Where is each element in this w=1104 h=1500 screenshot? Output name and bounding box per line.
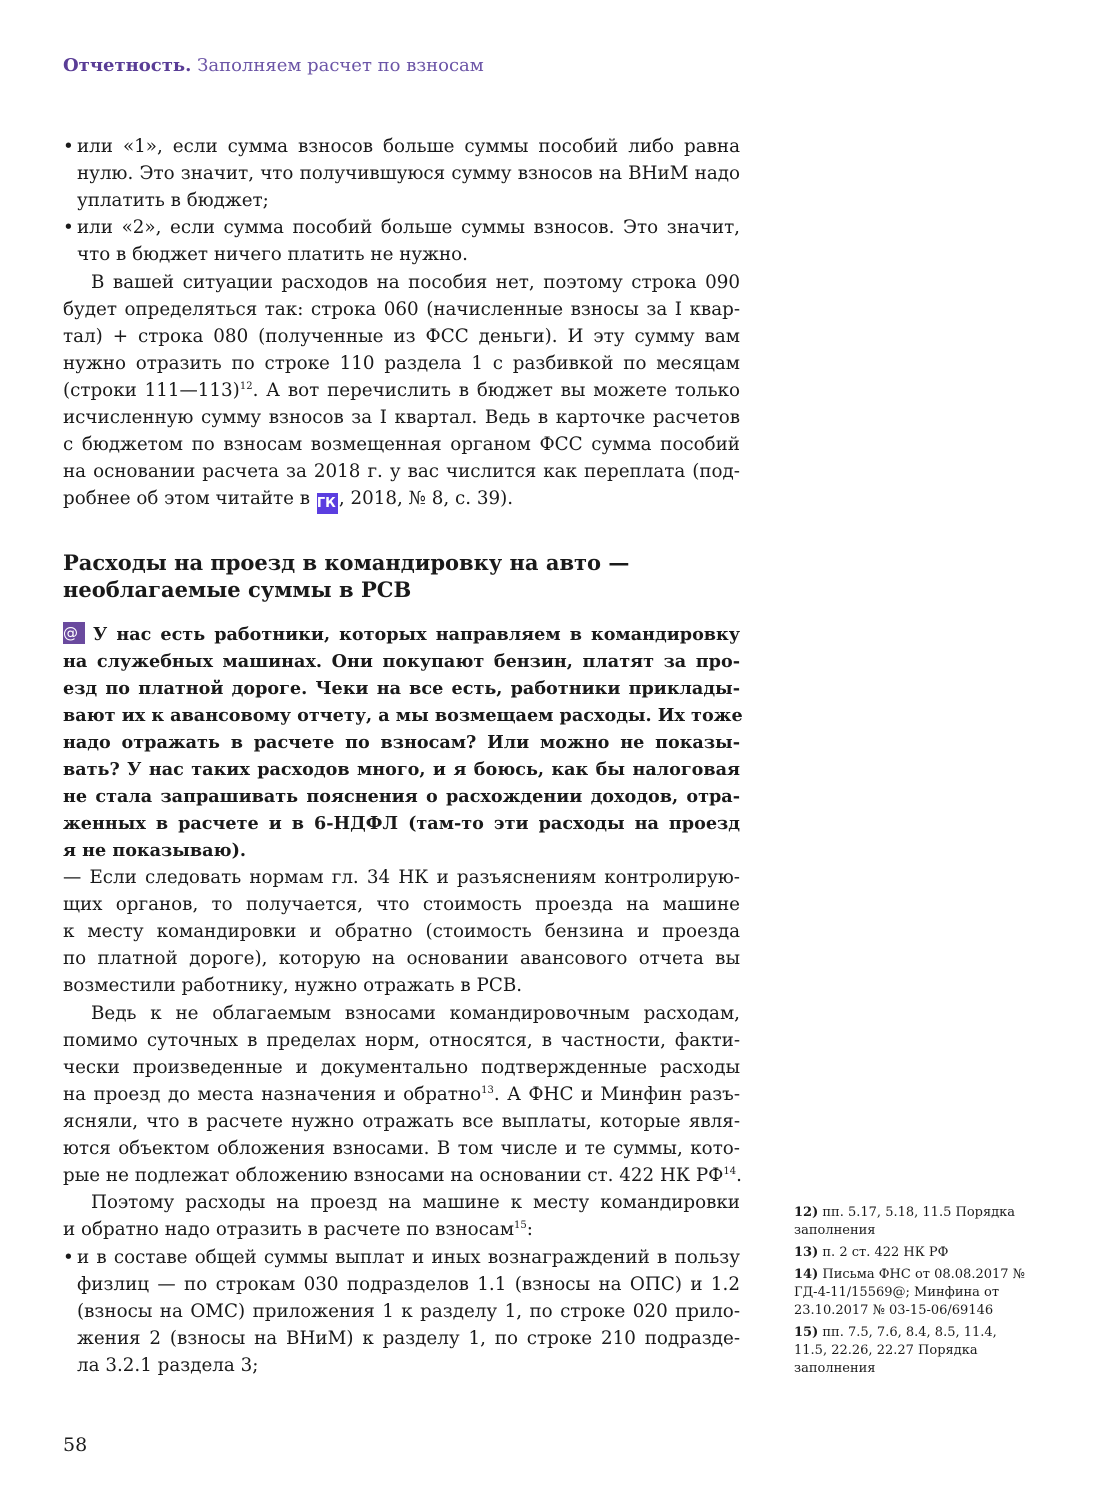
text-line	[63, 296, 740, 323]
line-text: чески произведенные и документально подтвержденные расходы	[63, 1057, 740, 1078]
text-line	[63, 241, 740, 268]
line-text: . А вот перечислить в бюджет вы можете только	[252, 380, 740, 401]
text-line	[63, 1352, 740, 1379]
bullet-icon: •	[63, 217, 74, 238]
bullet-1	[63, 133, 740, 214]
footnote-number: 12)	[794, 1205, 819, 1220]
text-line	[63, 187, 740, 214]
paragraph-1	[63, 269, 740, 512]
footnote-ref: 12	[239, 381, 253, 392]
text-line	[63, 756, 740, 783]
text-line	[63, 485, 740, 512]
text-line	[63, 864, 740, 891]
line-text: езд по платной дороге. Чеки на все есть, работники приклады-	[63, 678, 740, 699]
line-text: на проезд до места назначения и обратно	[63, 1084, 482, 1105]
bullet-icon: •	[63, 136, 74, 157]
line-text: — Если следовать нормам гл. 34 НК и разъяснениям контролирую-	[63, 867, 740, 888]
line-text: вают их к авансовому отчету, а мы возмещаем расходы. Их тоже	[63, 705, 743, 726]
text-line	[63, 1162, 740, 1189]
line-text: :	[526, 1219, 533, 1240]
page-number: 58	[63, 1434, 88, 1456]
footnote-number: 15)	[794, 1325, 819, 1340]
text-line	[63, 160, 740, 187]
line-text: помимо суточных в пределах норм, относятся, в частности, факти-	[63, 1030, 740, 1051]
line-text: ясняли, что в расчете нужно отражать все выплаты, которые явля-	[63, 1111, 740, 1132]
text-line	[63, 1298, 740, 1325]
line-text: (взносы на ОМС) приложения 1 к разделу 1, по строке 020 прило-	[77, 1301, 740, 1322]
bullet-2	[63, 214, 740, 268]
footnote-number: 13)	[794, 1245, 819, 1260]
text-line	[63, 1027, 740, 1054]
text-line	[63, 1325, 740, 1352]
line-text: нулю. Это значит, что получившуюся сумму взносов на ВНиМ надо	[77, 163, 740, 184]
line-text: возместили работнику, нужно отражать в РСВ.	[63, 975, 523, 996]
at-question-icon: @	[63, 622, 85, 644]
gk-journal-icon[interactable]: ГК	[317, 493, 338, 514]
text-line	[63, 891, 740, 918]
line-text: на служебных машинах. Они покупают бензин, платят за про-	[63, 651, 740, 672]
text-line	[63, 810, 740, 837]
text-line	[63, 972, 740, 999]
line-text: на основании расчета за 2018 г. у вас числится как переплата (под-	[63, 461, 740, 482]
text-line	[63, 648, 740, 675]
footnote-ref: 13	[481, 1085, 494, 1096]
footnote-15	[794, 1324, 1034, 1378]
text-line	[63, 404, 740, 431]
footnote-number: 14)	[794, 1267, 819, 1282]
text-line	[63, 431, 740, 458]
line-text: ются объектом обложения взносами. В том числе и те суммы, кото-	[63, 1138, 740, 1159]
header-section: Отчетность.	[63, 55, 192, 76]
text-line	[63, 837, 740, 864]
line-text: уплатить в бюджет;	[77, 190, 269, 211]
text-line	[63, 1108, 740, 1135]
line-text: нужно отразить по строке 110 раздела 1 с разбивкой по месяцам	[63, 353, 740, 374]
line-text: по платной дороге), которую на основании авансового отчета вы	[63, 948, 740, 969]
line-text: вать? У нас таких расходов много, и я боюсь, как бы налоговая	[63, 759, 740, 780]
footnote-text: Письма ФНС от 08.08.2017 № ГД-4-11/15569@; Минфина от 23.10.2017 № 03-15-06/69146	[794, 1267, 1025, 1318]
footnote-text: пп. 5.17, 5.18, 11.5 Порядка заполнения	[794, 1205, 1016, 1238]
bullet-icon: •	[63, 1247, 74, 1268]
footnote-ref: 14	[723, 1166, 737, 1177]
paragraph-3	[63, 1189, 740, 1243]
text-line	[63, 350, 740, 377]
text-line	[63, 1189, 740, 1216]
paragraph-2	[63, 1000, 740, 1189]
line-text: , 2018, № 8, с. 39).	[338, 488, 514, 509]
footnote-12	[794, 1204, 1034, 1240]
line-text: рые не подлежат обложению взносами на основании ст. 422 НК РФ	[63, 1165, 724, 1186]
text-line	[63, 1054, 740, 1081]
line-text: что в бюджет ничего платить не нужно.	[77, 244, 468, 265]
line-text: к месту командировки и обратно (стоимость бензина и проезда	[63, 921, 740, 942]
section-heading	[63, 549, 629, 603]
text-line	[63, 1271, 740, 1298]
footnote-13	[794, 1244, 1034, 1262]
line-text: .	[736, 1165, 742, 1186]
line-text: с бюджетом по взносам возмещенная органом ФСС сумма пособий	[63, 434, 740, 455]
heading-line: Расходы на проезд в командировку на авто —	[63, 550, 630, 575]
text-line	[63, 1135, 740, 1162]
text-line	[63, 323, 740, 350]
text-line	[63, 133, 740, 160]
line-text: я не показываю).	[63, 840, 247, 861]
text-line	[63, 702, 743, 729]
line-text: Ведь к не облагаемым взносами командировочным расходам,	[91, 1003, 740, 1024]
text-line	[63, 1000, 740, 1027]
line-text: . А ФНС и Минфин разъ-	[493, 1084, 740, 1105]
line-text: исчисленную сумму взносов за I квартал. Ведь в карточке расчетов	[63, 407, 740, 428]
line-text: (строки 111—113)	[63, 380, 240, 401]
line-text: ла 3.2.1 раздела 3;	[77, 1355, 259, 1376]
line-text: женных в расчете и в 6-НДФЛ (там-то эти расходы на проезд	[63, 813, 740, 834]
text-line	[63, 1081, 740, 1108]
line-text: щих органов, то получается, что стоимость проезда на машине	[63, 894, 740, 915]
header-title: Заполняем расчет по взносам	[197, 55, 484, 76]
text-line	[63, 675, 740, 702]
line-text: У нас есть работники, которых направляем в командировку	[93, 624, 740, 645]
line-text: В вашей ситуации расходов на пособия нет, поэтому строка 090	[91, 272, 740, 293]
line-text: и обратно надо отразить в расчете по взносам	[63, 1219, 515, 1240]
text-line	[63, 377, 740, 404]
line-text: Поэтому расходы на проезд на машине к месту командировки	[91, 1192, 740, 1213]
bullet-3	[63, 1244, 740, 1379]
line-text: робнее об этом читайте в	[63, 488, 316, 509]
text-line	[63, 945, 740, 972]
line-text: или «1», если сумма взносов больше суммы пособий либо равна	[77, 136, 740, 157]
footnote-14	[794, 1266, 1034, 1320]
text-line	[63, 918, 740, 945]
text-line	[63, 269, 740, 296]
line-text: надо отражать в расчете по взносам? Или можно не показы-	[63, 732, 740, 753]
line-text: или «2», если сумма пособий больше суммы взносов. Это значит,	[77, 217, 740, 238]
text-line	[63, 214, 740, 241]
footnote-ref: 15	[514, 1220, 527, 1231]
question	[63, 621, 743, 864]
text-line	[63, 1216, 740, 1243]
line-text: тал) + строка 080 (полученные из ФСС деньги). И эту сумму вам	[63, 326, 740, 347]
line-text: будет определяться так: строка 060 (начисленные взносы за I квар-	[63, 299, 740, 320]
line-text: и в составе общей суммы выплат и иных вознаграждений в пользу	[77, 1247, 740, 1268]
footnotes	[794, 1204, 1034, 1382]
line-text: физлиц — по строкам 030 подразделов 1.1 (взносы на ОПС) и 1.2	[77, 1274, 740, 1295]
footnote-text: п. 2 ст. 422 НК РФ	[822, 1245, 949, 1260]
text-line	[63, 621, 740, 648]
answer	[63, 864, 740, 999]
text-line	[63, 729, 740, 756]
heading-line: необлагаемые суммы в РСВ	[63, 577, 412, 602]
running-header	[63, 55, 484, 76]
text-line	[63, 783, 740, 810]
line-text: жения 2 (взносы на ВНиМ) к разделу 1, по строке 210 подразде-	[77, 1328, 740, 1349]
text-line	[63, 1244, 740, 1271]
footnote-text: пп. 7.5, 7.6, 8.4, 8.5, 11.4, 11.5, 22.26, 22.27 Порядка заполнения	[794, 1325, 997, 1376]
text-line	[63, 458, 740, 485]
line-text: не стала запрашивать пояснения о расхождении доходов, отра-	[63, 786, 740, 807]
